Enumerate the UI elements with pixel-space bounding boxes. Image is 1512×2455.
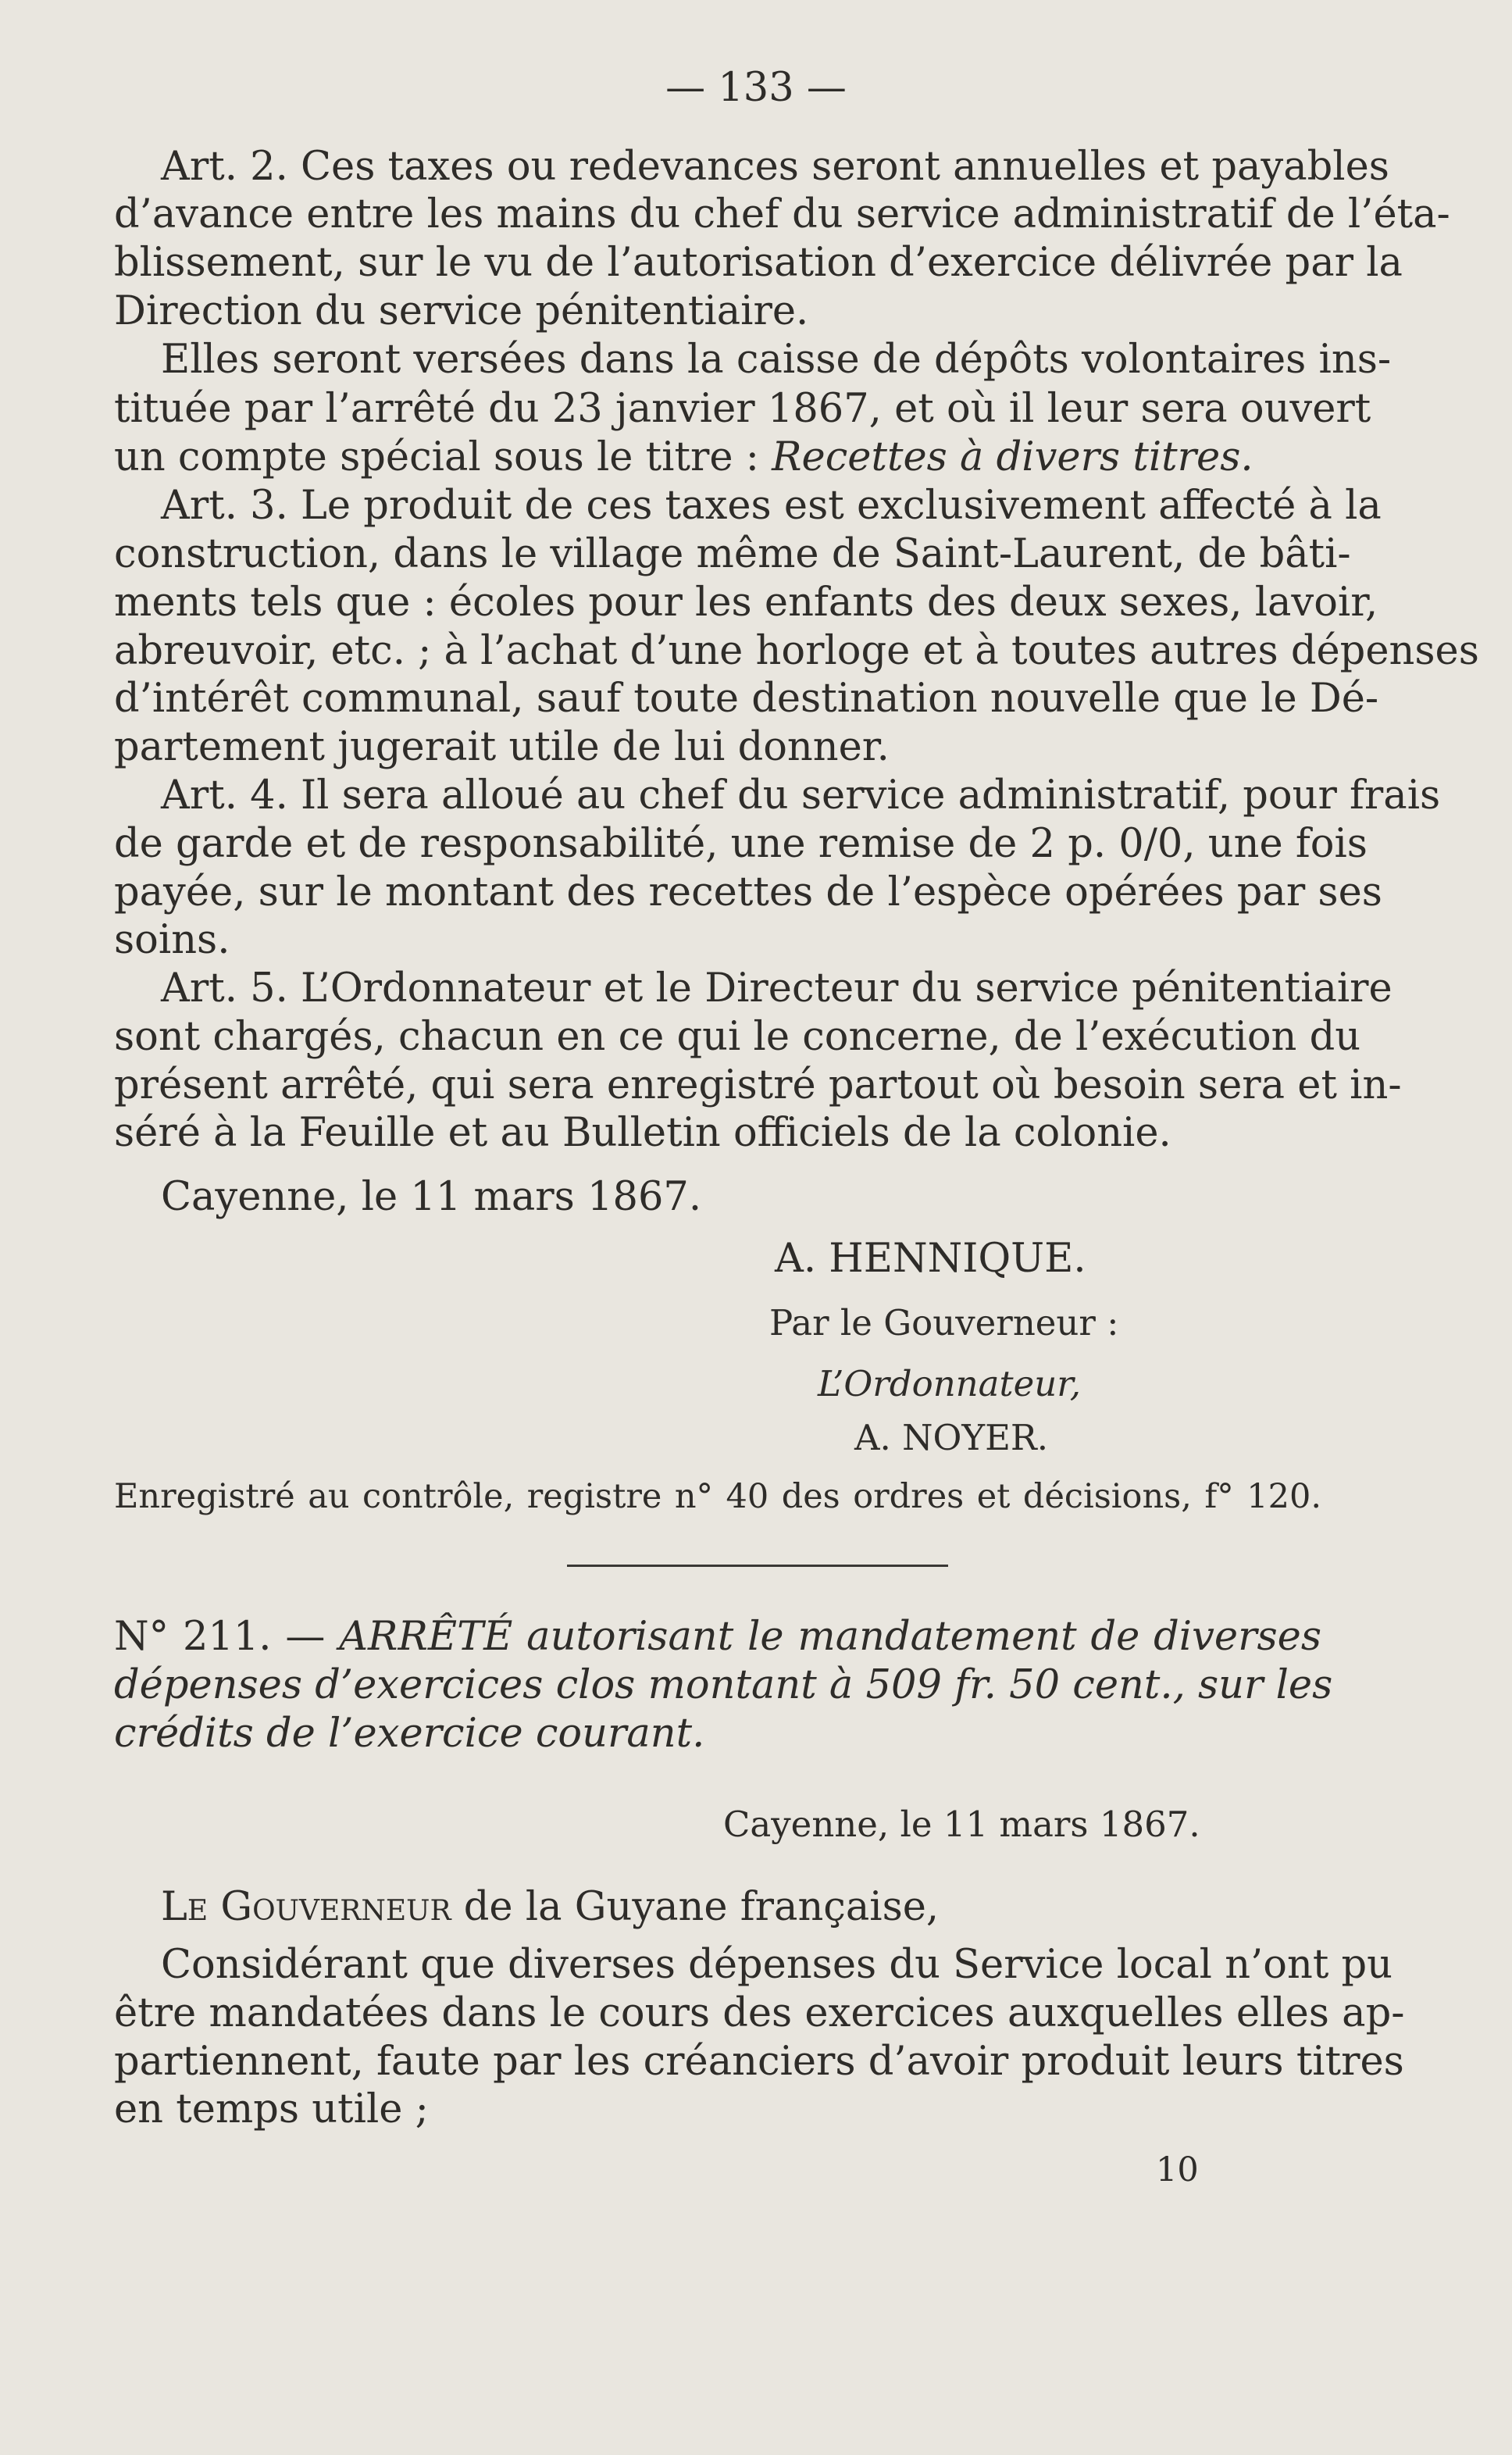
- governor-signature: A. HENNIQUE.: [775, 1236, 1086, 1282]
- section-divider: [567, 1565, 948, 1567]
- art2-line-2: d’avance entre les mains du chef du service administratif de l’éta-: [114, 191, 1450, 237]
- arrete-211-title-line-3: crédits de l’exercice courant.: [114, 1711, 705, 1757]
- signature-mark: 10: [1156, 2150, 1199, 2189]
- art4-line-1: Art. 4. Il sera alloué au chef du service administratif, pour frais: [161, 773, 1441, 819]
- signature-date: Cayenne, le 11 mars 1867.: [161, 1174, 702, 1220]
- art3-line-6: partement jugerait utile de lui donner.: [114, 724, 890, 770]
- art2-rubric-title: Recettes à divers titres.: [772, 434, 1253, 480]
- arrete-title-part-1: ARRÊTÉ autorisant le mandatement de diverses: [339, 1614, 1321, 1660]
- gouverneur-small-caps: Le Gouverneur: [161, 1884, 451, 1930]
- considerant-line-3: partiennent, faute par les créanciers d’avoir produit leurs titres: [114, 2039, 1404, 2085]
- arrete-211-title-line-2: dépenses d’exercices clos montant à 509 fr. 50 cent., sur les: [114, 1662, 1333, 1708]
- arrete-211-title-line-1: [114, 1613, 1321, 1661]
- art3-line-4: abreuvoir, etc. ; à l’achat d’une horloge et à toutes autres dépenses: [114, 628, 1479, 674]
- considerant-line-4: en temps utile ;: [114, 2086, 429, 2132]
- art2-line-7-text: un compte spécial sous le titre :: [114, 434, 772, 480]
- art3-line-5: d’intérêt communal, sauf toute destination nouvelle que le Dé-: [114, 676, 1379, 722]
- art5-line-1: Art. 5. L’Ordonnateur et le Directeur du service pénitentiaire: [161, 965, 1393, 1012]
- art4-line-3: payée, sur le montant des recettes de l’espèce opérées par ses: [114, 869, 1382, 915]
- art2-line-6: tituée par l’arrêté du 23 janvier 1867, et où il leur sera ouvert: [114, 386, 1371, 432]
- art2-line-3: blissement, sur le vu de l’autorisation d’exercice délivrée par la: [114, 240, 1403, 286]
- ordonnateur-signature: A. NOYER.: [854, 1417, 1049, 1458]
- gouverneur-heading: [161, 1883, 1321, 1932]
- considerant-line-2: être mandatées dans le cours des exercices auxquelles elles ap-: [114, 1990, 1405, 2036]
- art2-line-4: Direction du service pénitentiaire.: [114, 288, 809, 334]
- registration-note: Enregistré au contrôle, registre n° 40 des ordres et décisions, f° 120.: [114, 1477, 1321, 1516]
- art5-line-3: présent arrêté, qui sera enregistré partout où besoin sera et in-: [114, 1062, 1402, 1108]
- art4-line-4: soins.: [114, 917, 230, 963]
- page-number: — 133 —: [665, 65, 847, 111]
- art4-line-2: de garde et de responsabilité, une remise de 2 p. 0/0, une fois: [114, 821, 1368, 867]
- art5-line-2: sont chargés, chacun en ce qui le concerne, de l’exécution du: [114, 1014, 1361, 1060]
- art3-line-3: ments tels que : écoles pour les enfants des deux sexes, lavoir,: [114, 580, 1378, 626]
- art5-line-4: séré à la Feuille et au Bulletin officiels de la colonie.: [114, 1110, 1171, 1156]
- art3-line-1: Art. 3. Le produit de ces taxes est exclusivement affecté à la: [161, 483, 1382, 529]
- arrete-211-date: Cayenne, le 11 mars 1867.: [723, 1804, 1200, 1845]
- considerant-line-1: Considérant que diverses dépenses du Service local n’ont pu: [161, 1942, 1393, 1988]
- ordonnateur-title: L’Ordonnateur,: [818, 1363, 1082, 1404]
- art2-line-1: Art. 2. Ces taxes ou redevances seront annuelles et payables: [161, 144, 1389, 190]
- art3-line-2: construction, dans le village même de Saint-Laurent, de bâti-: [114, 531, 1351, 577]
- gouverneur-rest: de la Guyane française,: [451, 1884, 940, 1930]
- art2-line-5: Elles seront versées dans la caisse de dépôts volontaires ins-: [161, 337, 1392, 383]
- par-le-gouverneur: Par le Gouverneur :: [769, 1302, 1119, 1343]
- art2-line-7: [114, 434, 1321, 482]
- arrete-number: N° 211. —: [114, 1614, 340, 1660]
